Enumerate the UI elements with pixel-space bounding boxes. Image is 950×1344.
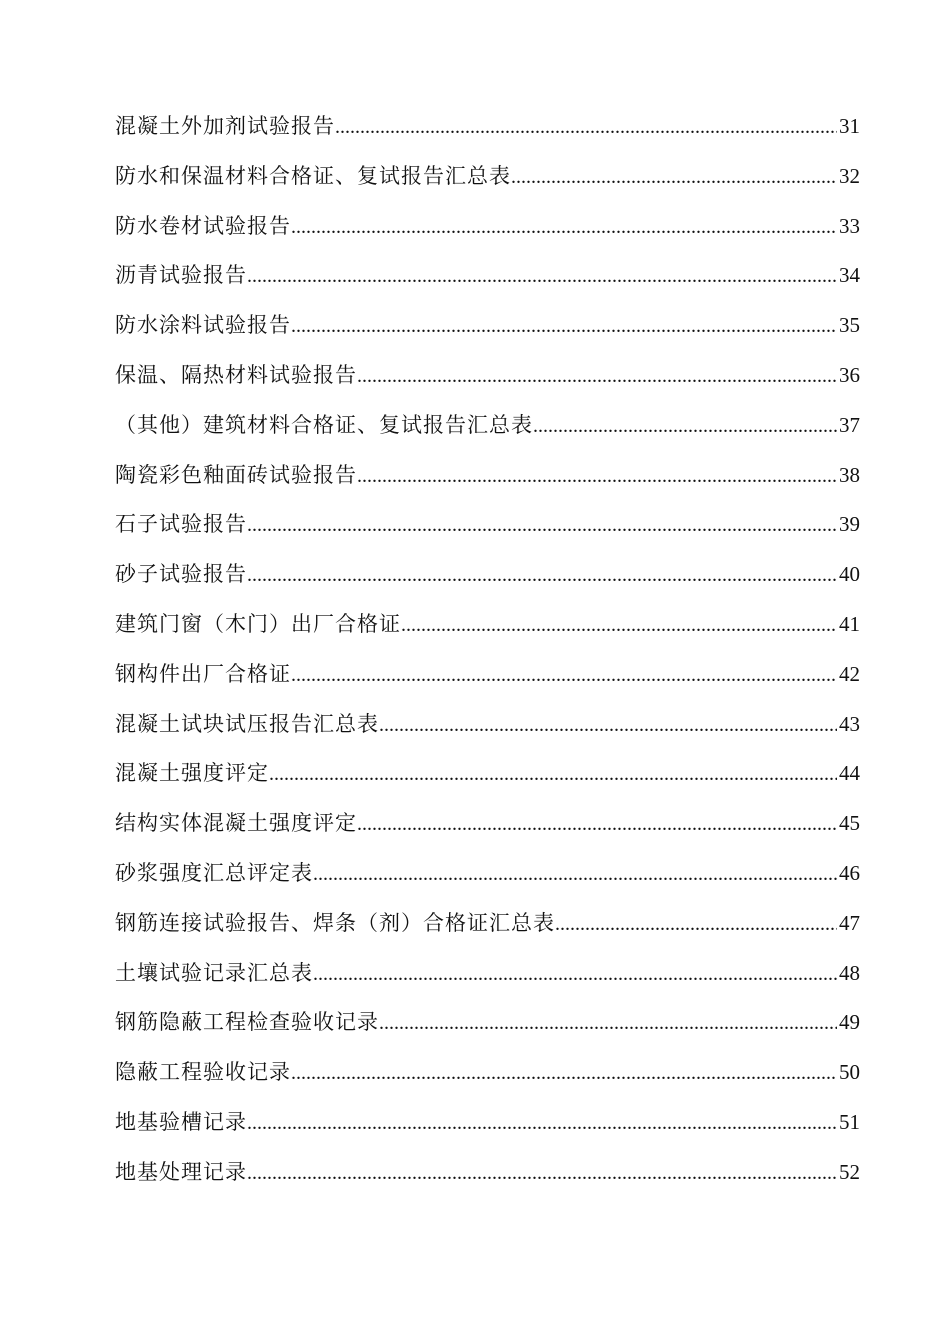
toc-entry-page-number: 36 xyxy=(839,362,860,387)
toc-entry[interactable] xyxy=(115,255,860,305)
toc-entry-page-number: 37 xyxy=(839,412,860,437)
toc-entry-title: 防水涂料试验报告 xyxy=(115,313,291,338)
toc-entry[interactable] xyxy=(115,953,860,1003)
toc-entry-page-number: 41 xyxy=(839,611,860,636)
toc-entry[interactable] xyxy=(115,604,860,654)
toc-entry[interactable] xyxy=(115,355,860,405)
toc-entry-title: 保温、隔热材料试验报告 xyxy=(115,362,357,387)
toc-entry[interactable] xyxy=(115,305,860,355)
toc-entry-title: 陶瓷彩色釉面砖试验报告 xyxy=(115,462,357,487)
toc-entry-title: 石子试验报告 xyxy=(115,512,247,537)
toc-entry-page-number: 49 xyxy=(839,1010,860,1035)
toc-dot-leader xyxy=(555,904,837,944)
toc-dot-leader xyxy=(335,107,837,147)
toc-dot-leader xyxy=(357,356,837,396)
toc-dot-leader xyxy=(313,954,837,994)
toc-dot-leader xyxy=(313,854,837,894)
toc-entry[interactable] xyxy=(115,206,860,256)
toc-dot-leader xyxy=(291,306,837,346)
toc-entry[interactable] xyxy=(115,803,860,853)
toc-entry-page-number: 52 xyxy=(839,1159,860,1184)
toc-entry-page-number: 46 xyxy=(839,860,860,885)
toc-entry-page-number: 51 xyxy=(839,1109,860,1134)
toc-entry-title: 钢筋连接试验报告、焊条（剂）合格证汇总表 xyxy=(115,910,555,935)
toc-entry-title: 结构实体混凝土强度评定 xyxy=(115,811,357,836)
toc-entry-page-number: 45 xyxy=(839,811,860,836)
toc-entry[interactable] xyxy=(115,1002,860,1052)
toc-entry-title: 沥青试验报告 xyxy=(115,263,247,288)
toc-entry[interactable] xyxy=(115,654,860,704)
toc-entry[interactable] xyxy=(115,405,860,455)
toc-dot-leader xyxy=(379,1003,837,1043)
toc-dot-leader xyxy=(401,605,837,645)
toc-dot-leader xyxy=(291,207,837,247)
toc-entry[interactable] xyxy=(115,1102,860,1152)
toc-entry-page-number: 38 xyxy=(839,462,860,487)
toc-entry-title: 混凝土外加剂试验报告 xyxy=(115,114,335,138)
toc-entry-title: 钢构件出厂合格证 xyxy=(115,661,291,686)
toc-entry-title: 砂浆强度汇总评定表 xyxy=(115,860,313,885)
toc-entry-title: 钢筋隐蔽工程检查验收记录 xyxy=(115,1010,379,1035)
toc-entry-page-number: 31 xyxy=(839,114,860,138)
toc-entry[interactable] xyxy=(115,903,860,953)
toc-dot-leader xyxy=(247,1153,837,1193)
toc-entry-title: 防水和保温材料合格证、复试报告汇总表 xyxy=(115,163,511,188)
toc-entry-page-number: 32 xyxy=(839,163,860,188)
toc-entry-page-number: 44 xyxy=(839,761,860,786)
toc-dot-leader xyxy=(247,555,837,595)
toc-dot-leader xyxy=(533,406,837,446)
toc-entry-title: 混凝土强度评定 xyxy=(115,761,269,786)
toc-entry-title: （其他）建筑材料合格证、复试报告汇总表 xyxy=(115,412,533,437)
toc-dot-leader xyxy=(357,456,837,496)
toc-entry-title: 砂子试验报告 xyxy=(115,562,247,587)
toc-entry-title: 隐蔽工程验收记录 xyxy=(115,1060,291,1085)
toc-entry-page-number: 33 xyxy=(839,213,860,238)
toc-entry-page-number: 48 xyxy=(839,960,860,985)
toc-entry-title: 混凝土试块试压报告汇总表 xyxy=(115,711,379,736)
toc-entry[interactable] xyxy=(115,504,860,554)
toc-entry-page-number: 50 xyxy=(839,1060,860,1085)
toc-entry-page-number: 34 xyxy=(839,263,860,288)
toc-entry-title: 地基验槽记录 xyxy=(115,1109,247,1134)
toc-dot-leader xyxy=(511,157,837,197)
toc-entry[interactable] xyxy=(115,853,860,903)
toc-dot-leader xyxy=(291,1053,837,1093)
toc-entry-page-number: 35 xyxy=(839,313,860,338)
toc-entry-title: 建筑门窗（木门）出厂合格证 xyxy=(115,611,401,636)
table-of-contents xyxy=(115,106,860,1202)
toc-entry-title: 防水卷材试验报告 xyxy=(115,213,291,238)
toc-entry-page-number: 47 xyxy=(839,910,860,935)
toc-entry-title: 地基处理记录 xyxy=(115,1159,247,1184)
toc-entry-page-number: 39 xyxy=(839,512,860,537)
toc-entry[interactable] xyxy=(115,156,860,206)
toc-dot-leader xyxy=(357,804,837,844)
toc-entry[interactable] xyxy=(115,1152,860,1202)
toc-dot-leader xyxy=(269,754,837,794)
toc-dot-leader xyxy=(291,655,837,695)
toc-dot-leader xyxy=(247,1103,837,1143)
toc-entry[interactable] xyxy=(115,106,860,156)
toc-entry[interactable] xyxy=(115,753,860,803)
toc-entry-title: 土壤试验记录汇总表 xyxy=(115,960,313,985)
toc-entry[interactable] xyxy=(115,1052,860,1102)
toc-entry-page-number: 43 xyxy=(839,711,860,736)
toc-entry[interactable] xyxy=(115,554,860,604)
toc-entry-page-number: 40 xyxy=(839,562,860,587)
toc-dot-leader xyxy=(247,505,837,545)
toc-dot-leader xyxy=(247,256,837,296)
toc-entry[interactable] xyxy=(115,455,860,505)
toc-dot-leader xyxy=(379,705,837,745)
toc-entry-page-number: 42 xyxy=(839,661,860,686)
toc-entry[interactable] xyxy=(115,704,860,754)
